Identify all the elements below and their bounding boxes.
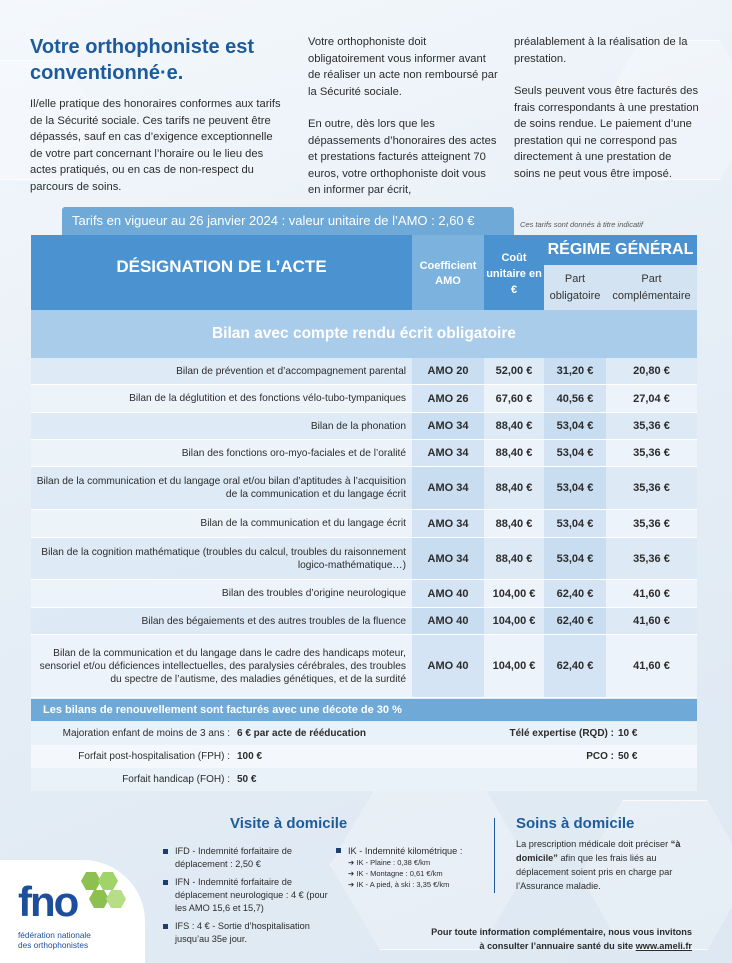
cell-part-complementaire: 27,04 €	[606, 385, 697, 412]
cell-coefficient: AMO 34	[412, 467, 484, 509]
table-row	[31, 440, 697, 467]
extra-row	[31, 768, 697, 791]
cell-designation: Bilan de la phonation	[31, 413, 412, 439]
cell-designation: Bilan des fonctions oro-myo-faciales et de l’oralité	[31, 440, 412, 466]
header-regime: RÉGIME GÉNÉRAL	[544, 235, 697, 265]
ik-title: IK - Indemnité kilométrique :	[336, 845, 486, 857]
section-title: Bilan avec compte rendu écrit obligatoire	[31, 310, 697, 358]
header-coefficient: Coefficient AMO	[412, 235, 484, 310]
cell-cout: 88,40 €	[484, 440, 544, 466]
cell-part-complementaire: 41,60 €	[606, 635, 697, 697]
footer-note	[380, 925, 692, 953]
cell-coefficient: AMO 40	[412, 608, 484, 634]
cell-coefficient: AMO 40	[412, 635, 484, 697]
cell-part-complementaire: 35,36 €	[606, 538, 697, 579]
cell-coefficient: AMO 40	[412, 580, 484, 607]
cell-part-obligatoire: 53,04 €	[544, 510, 606, 537]
cell-cout: 88,40 €	[484, 413, 544, 439]
cell-coefficient: AMO 34	[412, 440, 484, 466]
extra-label: Forfait post-hospitalisation (FPH) :	[78, 751, 230, 762]
table-header	[31, 235, 697, 310]
renewal-notice: Les bilans de renouvellement sont facturés avec une décote de 30 %	[31, 699, 697, 721]
logo-text: fno	[18, 878, 78, 925]
table-row	[31, 385, 697, 413]
ik-item: ➔ IK - A pied, à ski : 3,35 €/km	[348, 880, 450, 889]
soins-text	[516, 837, 696, 893]
cell-cout: 67,60 €	[484, 385, 544, 412]
list-item: IFD - Indemnité forfaitaire de déplacement : 2,50 €	[163, 845, 328, 871]
intro-paragraph: Votre orthophoniste doit obligatoirement vous informer avant de réaliser un acte non remboursé par la Sécurité sociale.	[308, 36, 498, 98]
cell-part-complementaire: 35,36 €	[606, 510, 697, 537]
table-row	[31, 467, 697, 510]
cell-part-complementaire: 41,60 €	[606, 580, 697, 607]
cell-part-complementaire: 35,36 €	[606, 440, 697, 466]
extra-value: 100 €	[237, 751, 263, 762]
extra-label: Majoration enfant de moins de 3 ans :	[62, 728, 230, 739]
header-part-complementaire: Part complémentaire	[606, 265, 697, 310]
cell-designation: Bilan de la communication et du langage oral et/ou bilan d’aptitudes à l’acquisition de la communication et du langage écrit	[31, 467, 412, 509]
tarif-note: Ces tarifs sont donnés à titre indicatif	[520, 220, 643, 229]
cell-cout: 104,00 €	[484, 635, 544, 697]
logo-line: des orthophonistes	[18, 940, 89, 950]
ik-item: ➔ IK - Plaine : 0,38 €/km	[348, 858, 431, 867]
intro-paragraph: En outre, dès lors que les dépassements d’honoraires des actes et prestations facturés atteignent 70 euros, votre orthophoniste doit vous en informer par écrit,	[308, 118, 497, 196]
cell-designation: Bilan des bégaiements et des autres troubles de la fluence	[31, 608, 412, 634]
table-row	[31, 608, 697, 635]
soins-text-part: afin que les frais liés au déplacement soient pris en charge par l’Assurance maladie.	[516, 853, 673, 891]
cell-part-obligatoire: 62,40 €	[544, 580, 606, 607]
cell-part-obligatoire: 62,40 €	[544, 608, 606, 634]
cell-cout: 88,40 €	[484, 510, 544, 537]
header-part-obligatoire: Part obligatoire	[544, 265, 606, 310]
extra-value: 10 €	[618, 728, 638, 739]
table-row	[31, 413, 697, 440]
cell-part-obligatoire: 31,20 €	[544, 358, 606, 384]
intro-paragraph: Seuls peuvent vous être facturés des frais correspondants à une prestation de soins rendue. Le paiement d’une prestation qui ne correspond pas directement à une prestation de soins ne peut vous être imposé.	[514, 85, 699, 180]
soins-text-part: La prescription médicale doit préciser	[516, 839, 669, 849]
cell-cout: 88,40 €	[484, 467, 544, 509]
cell-designation: Bilan de la communication et du langage écrit	[31, 510, 412, 537]
intro-paragraph: Il/elle pratique des honoraires conformes aux tarifs de la Sécurité sociale. Ces tarifs ne peuvent être dépassés, sauf en cas d’exigence exceptionnelle de votre part concernant l’horaire ou le lieu des actes pratiqués, ou en cas de non-respect du parcours de soins.	[30, 98, 281, 193]
page-title: Votre orthophoniste est conventionné·e.	[30, 36, 255, 84]
cell-coefficient: AMO 34	[412, 413, 484, 439]
logo-line: fédération nationale	[18, 930, 91, 940]
ik-item: ➔ IK - Montagne : 0,61 €/km	[348, 869, 443, 878]
footer-line: à consulter l’annuaire santé du site	[479, 941, 634, 951]
header-cout: Coût unitaire en €	[484, 235, 544, 310]
cell-part-obligatoire: 40,56 €	[544, 385, 606, 412]
cell-part-obligatoire: 53,04 €	[544, 413, 606, 439]
cell-part-complementaire: 20,80 €	[606, 358, 697, 384]
cell-part-complementaire: 35,36 €	[606, 413, 697, 439]
table-row	[31, 635, 697, 698]
header-designation: DÉSIGNATION DE L’ACTE	[31, 235, 412, 310]
cell-coefficient: AMO 26	[412, 385, 484, 412]
extra-label: Télé expertise (RQD) :	[509, 728, 614, 739]
intro-paragraph: préalablement à la réalisation de la prestation.	[514, 36, 688, 65]
extra-label: PCO :	[586, 751, 614, 762]
cell-coefficient: AMO 34	[412, 510, 484, 537]
cell-cout: 88,40 €	[484, 538, 544, 579]
cell-part-obligatoire: 62,40 €	[544, 635, 606, 697]
ik-block	[336, 845, 486, 890]
visite-title: Visite à domicile	[230, 815, 348, 832]
table-row	[31, 510, 697, 538]
extra-row	[31, 745, 697, 768]
cell-part-obligatoire: 53,04 €	[544, 467, 606, 509]
cell-designation: Bilan de la cognition mathématique (troubles du calcul, troubles du raisonnement logico-mathématique…)	[31, 538, 412, 579]
cell-part-obligatoire: 53,04 €	[544, 538, 606, 579]
cell-designation: Bilan de la déglutition et des fonctions vélo-tubo-tympaniques	[31, 385, 412, 412]
cell-part-complementaire: 35,36 €	[606, 467, 697, 509]
extra-value: 50 €	[237, 774, 257, 785]
table-row	[31, 358, 697, 385]
soins-text-emphasis: “à domicile”	[516, 839, 681, 863]
extra-label: Forfait handicap (FOH) :	[122, 774, 230, 785]
footer-line: Pour toute information complémentaire, nous vous invitons	[431, 927, 692, 937]
extra-value: 6 € par acte de rééducation	[237, 728, 366, 739]
visite-list	[163, 845, 328, 951]
extra-value: 50 €	[618, 751, 638, 762]
cell-designation: Bilan des troubles d’origine neurologique	[31, 580, 412, 607]
ameli-link[interactable]: www.ameli.fr	[635, 941, 692, 951]
cell-designation: Bilan de prévention et d’accompagnement parental	[31, 358, 412, 384]
cell-cout: 104,00 €	[484, 608, 544, 634]
cell-part-complementaire: 41,60 €	[606, 608, 697, 634]
divider	[494, 818, 495, 893]
cell-cout: 104,00 €	[484, 580, 544, 607]
tarif-banner: Tarifs en vigueur au 26 janvier 2024 : valeur unitaire de l’AMO : 2,60 €	[62, 207, 514, 235]
cell-cout: 52,00 €	[484, 358, 544, 384]
extra-row	[31, 722, 697, 745]
cell-designation: Bilan de la communication et du langage dans le cadre des handicaps moteur, sensoriel et/ou déficiences intellectuelles, des paralysies cérébrales, des troubles du spectre de l’autisme, des maladies génétiques, et de la surdité	[31, 635, 412, 697]
list-item: IFS : 4 € - Sortie d’hospitalisation jusqu’au 35e jour.	[163, 920, 328, 946]
cell-coefficient: AMO 34	[412, 538, 484, 579]
table-row	[31, 580, 697, 608]
table-row	[31, 538, 697, 580]
table-body	[31, 358, 697, 698]
soins-title: Soins à domicile	[516, 815, 635, 832]
intro	[30, 34, 700, 194]
list-item: IFN - Indemnité forfaitaire de déplacement neurologique : 4 € (pour les AMO 15,6 et 15,7)	[163, 876, 328, 915]
fno-logo	[0, 860, 145, 963]
cell-coefficient: AMO 20	[412, 358, 484, 384]
cell-part-obligatoire: 53,04 €	[544, 440, 606, 466]
